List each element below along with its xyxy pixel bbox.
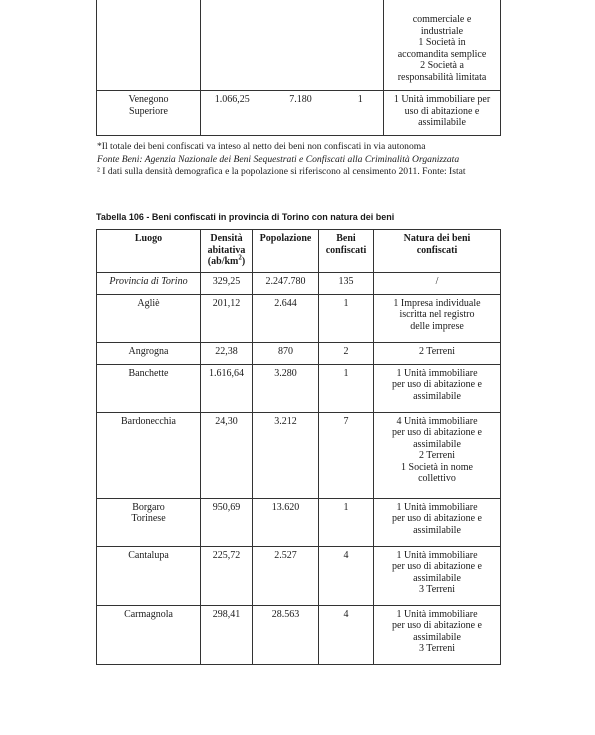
popolazione-cell: 13.620 — [253, 498, 319, 546]
beni-cell: 2 — [319, 342, 374, 364]
luogo-cell: Banchette — [97, 364, 201, 412]
header-popolazione: Popolazione — [253, 230, 319, 273]
table-row — [97, 364, 501, 412]
header-densita: Densità abitativa $(ab/km^2)$ — [201, 230, 253, 273]
natura-line: 1 Società in nome — [401, 461, 473, 473]
note-total: *Il totale dei beni confiscati va inteso al netto dei beni non confiscati in via autonoma — [97, 141, 426, 152]
beni-cell: 7 — [319, 412, 374, 498]
luogo-cell: Angrogna — [97, 342, 201, 364]
luogo-cell: Provincia di Torino — [97, 272, 201, 294]
natura-line: 2 Terreni — [418, 345, 456, 357]
natura-line: per uso di abitazione e — [392, 561, 482, 572]
densita-cell: 950,69 — [201, 498, 253, 546]
table-row — [97, 91, 501, 136]
densita-cell: 24,30 — [201, 412, 253, 498]
natura-line: responsabilità limitata — [397, 71, 487, 83]
beni-cell: 1 — [338, 91, 384, 136]
natura-line: assimilabile — [413, 631, 461, 643]
natura-line: assimilabile — [413, 524, 461, 536]
beni-cell: 1 — [319, 294, 374, 342]
natura-line: per uso di abitazione e — [392, 379, 482, 390]
header-natura: Natura dei beni confiscati — [374, 230, 501, 273]
natura-line: / — [435, 275, 439, 287]
natura-cell — [374, 294, 501, 342]
natura-line: 1 Unità immobiliare — [396, 549, 478, 561]
popolazione-cell: 870 — [253, 342, 319, 364]
beni-cell: 4 — [319, 546, 374, 605]
table-row — [97, 294, 501, 342]
natura-line: delle imprese — [410, 320, 464, 332]
natura-line: assimilabile — [413, 438, 461, 450]
table-row — [97, 546, 501, 605]
luogo-cell: Venegono Superiore — [97, 91, 201, 136]
natura-cell — [374, 364, 501, 412]
natura-line: per uso di abitazione e — [392, 513, 482, 524]
natura-line: 1 Unità immobiliare — [396, 367, 478, 379]
natura-cell: 1 Unità immobiliare per uso di abitazione e assimilabile — [384, 91, 501, 136]
previous-table-continuation — [96, 0, 501, 136]
popolazione-cell: 2.527 — [253, 546, 319, 605]
natura-line: assimilabile — [413, 572, 461, 584]
table-notes — [97, 141, 501, 179]
natura-line: 1 Società in — [418, 37, 466, 48]
note-source: Fonte Beni: Agenzia Nazionale dei Beni Sequestrati e Confiscati alla Criminalità Organizzata — [97, 153, 460, 165]
table-row — [97, 342, 501, 364]
popolazione-cell: 3.280 — [253, 364, 319, 412]
natura-cell — [374, 546, 501, 605]
header-row — [97, 230, 501, 273]
natura-line: assimilabile — [413, 390, 461, 402]
header-luogo: Luogo — [97, 230, 201, 273]
natura-line: industriale — [420, 25, 464, 37]
table-row — [97, 272, 501, 294]
natura-line: 1 Impresa individuale — [393, 297, 481, 309]
natura-line: 2 Società a — [420, 60, 464, 71]
natura-cell — [374, 342, 501, 364]
natura-line: 1 Unità immobiliare — [396, 501, 478, 513]
natura-cell — [374, 605, 501, 664]
natura-line: accomandita semplice — [397, 48, 487, 60]
beni-cell: 1 — [319, 498, 374, 546]
natura-cell — [374, 412, 501, 498]
natura-line: 3 Terreni — [418, 584, 456, 595]
luogo-cell: Borgaro Torinese — [97, 498, 201, 546]
beni-cell: 4 — [319, 605, 374, 664]
natura-line: per uso di abitazione e — [392, 620, 482, 631]
beni-confiscati-table — [96, 229, 501, 665]
beni-cell: 135 — [319, 272, 374, 294]
popolazione-cell: 3.212 — [253, 412, 319, 498]
popolazione-cell: 28.563 — [253, 605, 319, 664]
table-body — [97, 272, 501, 664]
natura-line: iscritta nel registro — [399, 309, 475, 320]
densita-cell: 298,41 — [201, 605, 253, 664]
densita-cell: 1.066,25 — [201, 91, 264, 136]
table-caption: Tabella 106 - Beni confiscati in provincia di Torino con natura dei beni — [96, 212, 395, 222]
table-row — [97, 605, 501, 664]
natura-cell — [374, 498, 501, 546]
popolazione-cell: 2.247.780 — [253, 272, 319, 294]
natura-line: collettivo — [418, 473, 456, 484]
table-row — [97, 498, 501, 546]
natura-cell — [374, 272, 501, 294]
continuation-natura-cell — [384, 0, 501, 91]
densita-cell: 201,12 — [201, 294, 253, 342]
popolazione-cell: 2.644 — [253, 294, 319, 342]
luogo-cell: Carmagnola — [97, 605, 201, 664]
table-row — [97, 412, 501, 498]
header-beni: Beni confiscati — [319, 230, 374, 273]
luogo-cell: Agliè — [97, 294, 201, 342]
densita-cell: 225,72 — [201, 546, 253, 605]
note-census: ² I dati sulla densità demografica e la popolazione si riferiscono al censimento 2011. Fonte: Istat — [97, 166, 466, 177]
continuation-row — [97, 0, 501, 91]
natura-line: 1 Unità immobiliare — [396, 608, 478, 620]
natura-line: per uso di abitazione e — [392, 427, 482, 438]
popolazione-cell: 7.180 — [264, 91, 338, 136]
natura-line: 2 Terreni — [418, 450, 456, 461]
densita-cell: 1.616,64 — [201, 364, 253, 412]
beni-cell: 1 — [319, 364, 374, 412]
luogo-cell: Bardonecchia — [97, 412, 201, 498]
densita-cell: 329,25 — [201, 272, 253, 294]
natura-line: 4 Unità immobiliare — [396, 415, 478, 427]
luogo-cell: Cantalupa — [97, 546, 201, 605]
natura-line: 3 Terreni — [418, 643, 456, 654]
densita-cell: 22,38 — [201, 342, 253, 364]
natura-line: commerciale e — [412, 14, 472, 25]
